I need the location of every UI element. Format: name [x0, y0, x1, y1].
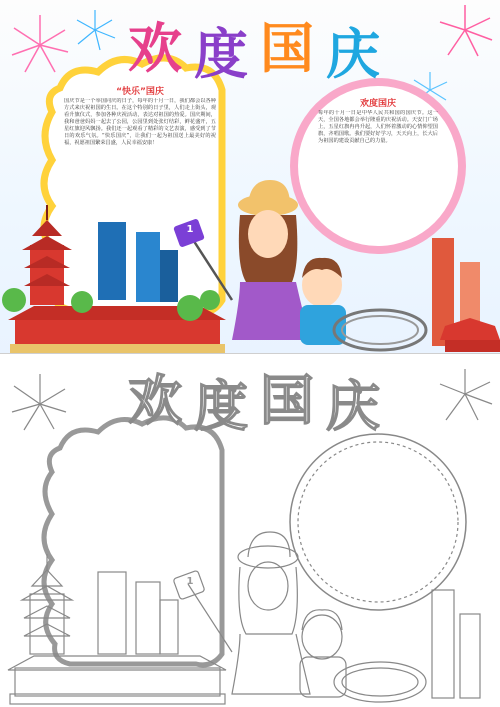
- boy-outline: [300, 610, 346, 697]
- coloring-template: [0, 353, 500, 707]
- right-frame-outline: [290, 434, 466, 610]
- title-outline: [128, 358, 388, 438]
- boy-figure: [300, 258, 346, 345]
- firework-outline-right: [440, 369, 492, 420]
- birds-nest-stadium: [334, 310, 426, 350]
- woman-outline: [232, 532, 310, 694]
- left-panel-heading: “快乐”国庆: [116, 87, 164, 97]
- pagoda-outline: [22, 554, 72, 654]
- tower-outline: [432, 590, 480, 698]
- title-char-4: 庆: [326, 23, 380, 86]
- title-char-1: 欢: [128, 17, 182, 80]
- left-frame-outline: [44, 418, 222, 665]
- selfie-phone-sign: 1: [186, 224, 194, 235]
- title-char-3: 国: [260, 17, 314, 80]
- left-panel-body: 国庆节是一个举国同庆的日子，每年的十月一日，我们都会以各种方式来庆祝祖国的生日。在这个特别的日子里，人们走上街头，观看升旗仪式，参加各种庆祝活动，表达对祖国的热爱。国庆期间，我和爸爸妈妈一起去了公园，公园里到处张灯结彩，鲜花盛开，五星红旗迎风飘扬。我们还一起观看了精彩的文艺表演，感受到了节日的欢乐气氛。“快乐国庆”，让我们一起为祖国送上最美好的祝福，祝愿祖国繁荣昌盛，人民幸福安康！: [64, 98, 216, 146]
- title-char-2: 度: [194, 23, 248, 86]
- right-panel-body: 每年的十月一日是中华人民共和国的国庆节。这一天，全国各地都会举行隆重的庆祝活动。天安门广场上，五星红旗冉冉升起，人们怀着激动的心情仰望国旗，齐唱国歌。我们要好好学习，天天向上，长大后为祖国的建设贡献自己的力量。: [318, 110, 438, 144]
- woman-figure: [232, 180, 310, 340]
- title-outline-char-2: 度: [194, 375, 248, 438]
- title-outline-char-1: 欢: [128, 369, 182, 432]
- title-outline-char-3: 国: [260, 369, 314, 432]
- title-colored: [128, 6, 388, 86]
- selfie-phone-sign-outline: 1: [186, 576, 194, 587]
- right-panel-heading: 欢度国庆: [359, 99, 396, 109]
- colored-poster: [0, 0, 500, 353]
- firework-outline-left: [12, 374, 66, 430]
- firework-left: [12, 10, 115, 72]
- buildings-outline: [98, 572, 178, 654]
- firework-right: [414, 5, 492, 102]
- title-outline-char-4: 庆: [326, 375, 380, 438]
